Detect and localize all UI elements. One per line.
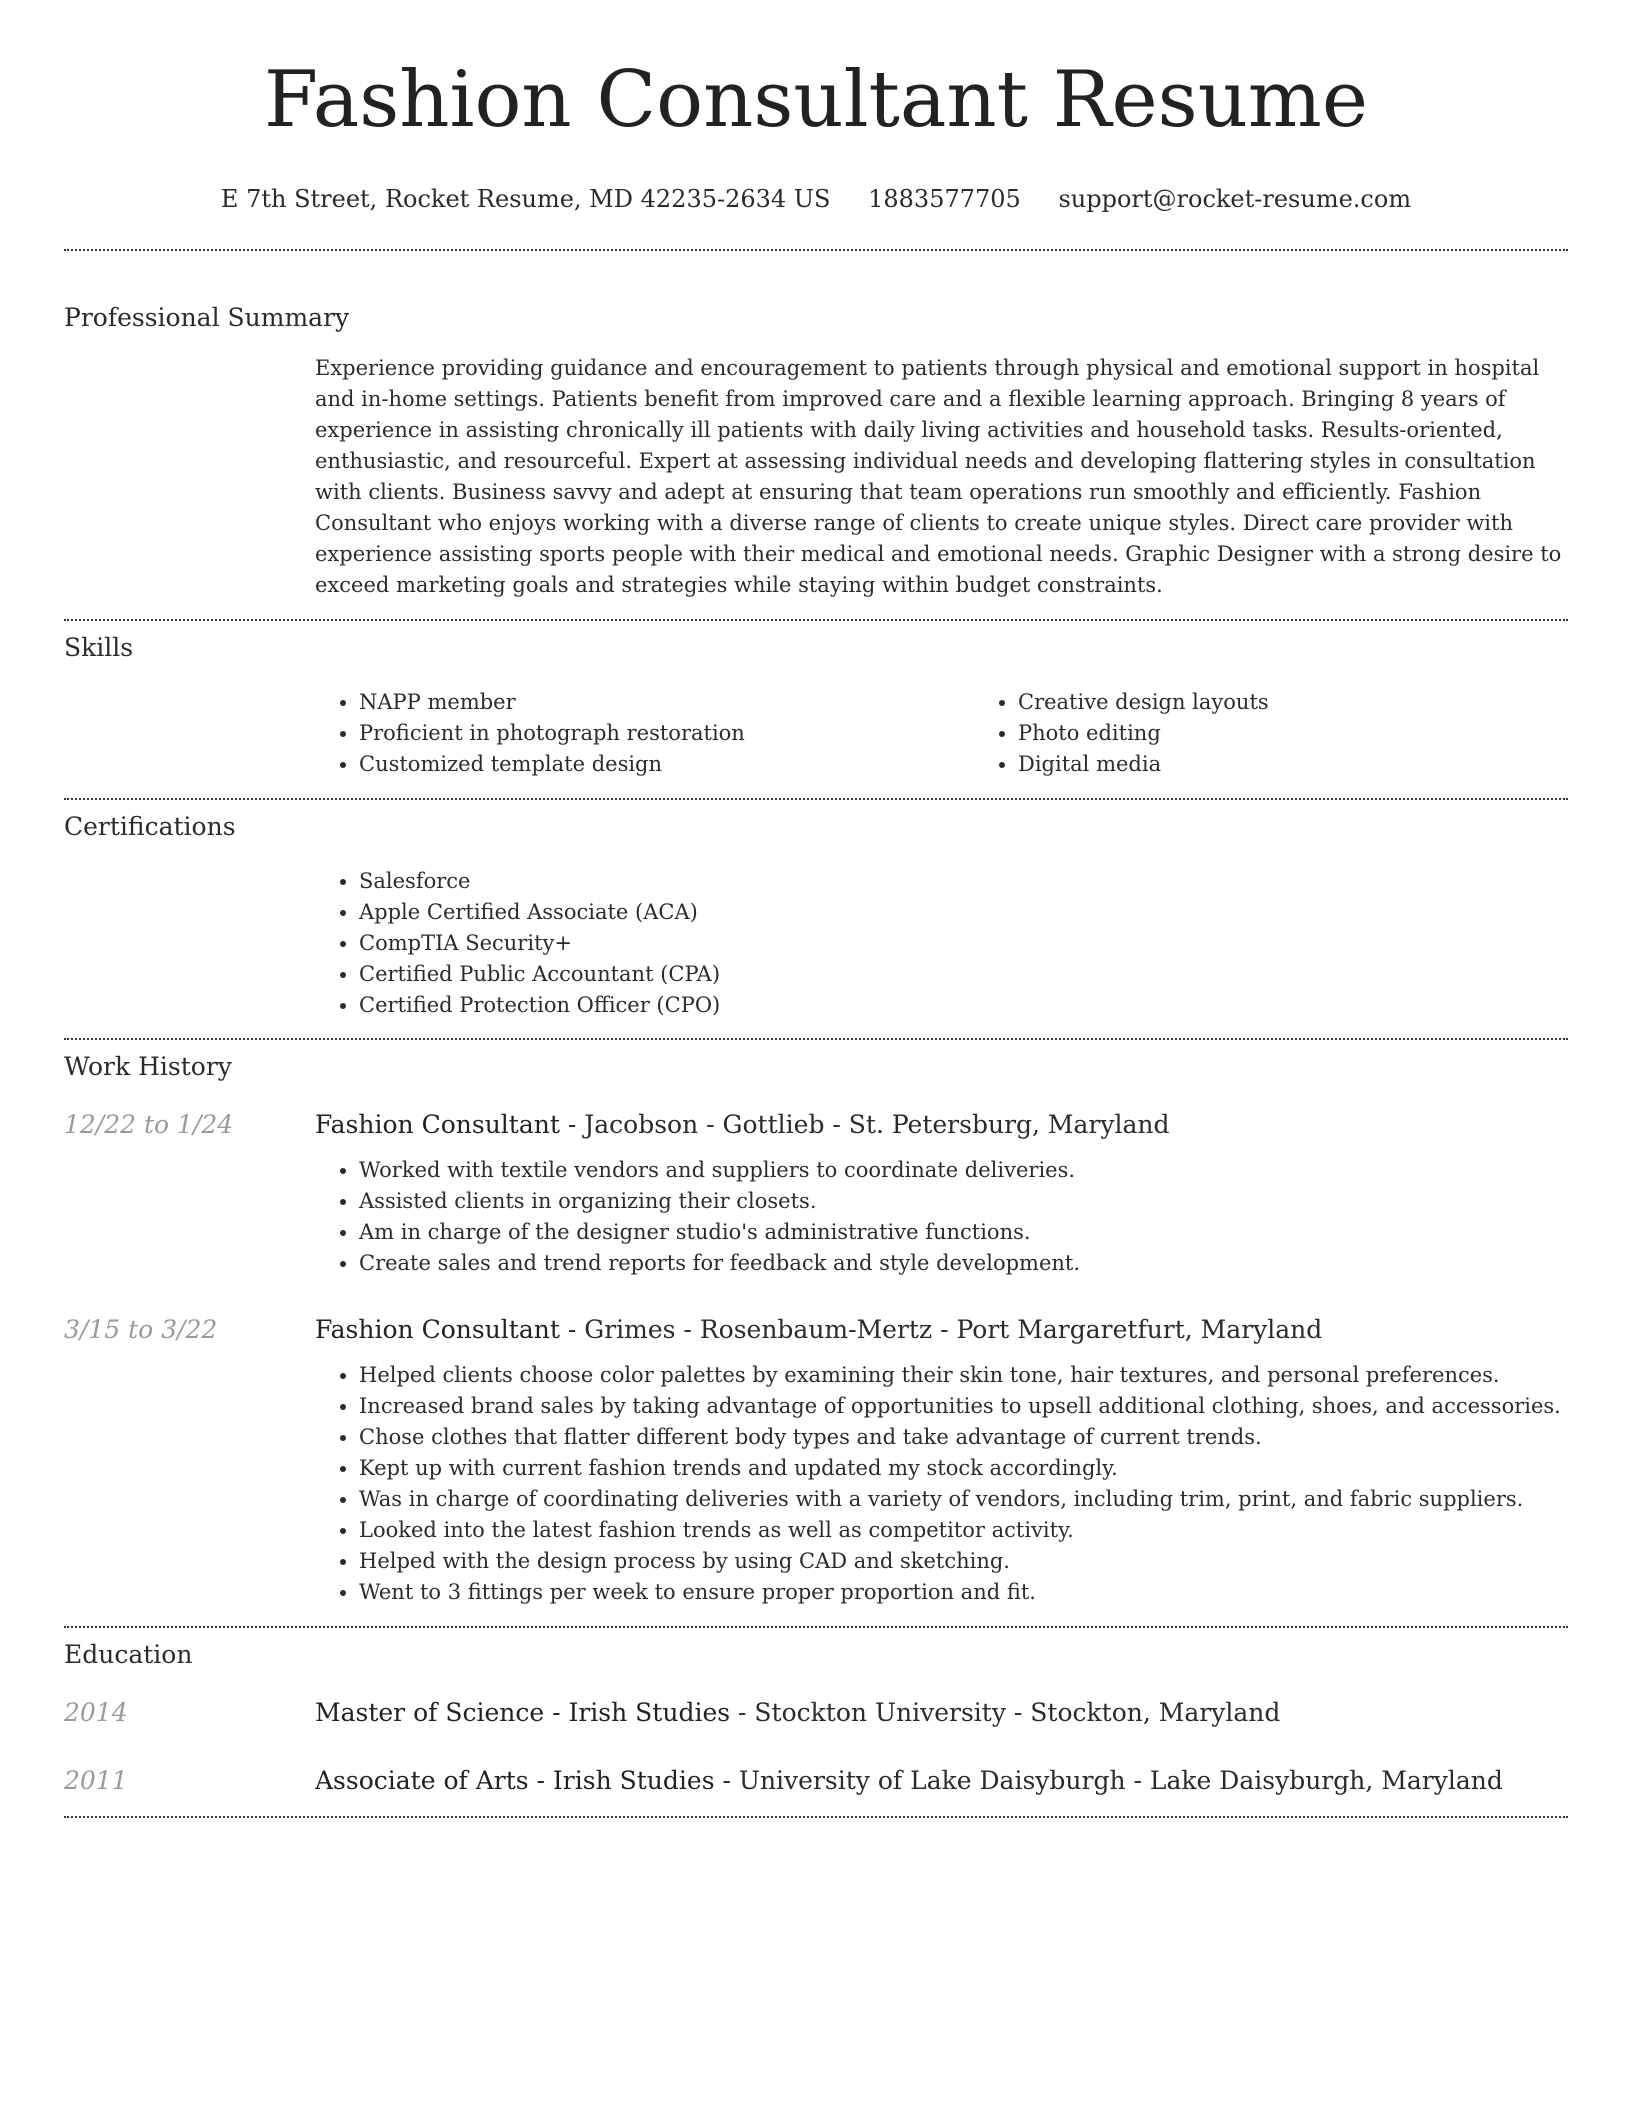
contact-phone: 1883577705 [868, 185, 1021, 213]
education-school: - Stockton University - Stockton, Maryland [730, 1698, 1281, 1727]
job-entry [64, 1314, 1568, 1608]
list-item: • Chose clothes that flatter different body types and take advantage of current trends. [359, 1422, 1568, 1453]
list-item: • Worked with textile vendors and suppliers to coordinate deliveries. [359, 1155, 1568, 1186]
job-body [315, 1109, 1568, 1279]
job-employer: - Jacobson - Gottlieb - St. Petersburg, Maryland [559, 1110, 1170, 1139]
education-line [315, 1697, 1568, 1729]
job-body [315, 1314, 1568, 1608]
education-line [315, 1765, 1568, 1797]
certifications-list [315, 866, 1568, 1021]
certifications-heading: Certifications [64, 812, 236, 841]
divider [64, 798, 1568, 800]
list-item: • Salesforce [359, 866, 1568, 897]
divider [64, 619, 1568, 621]
job-title-line [315, 1109, 1568, 1141]
skills-column-right [974, 687, 1632, 780]
summary-heading: Professional Summary [64, 303, 350, 332]
job-title: Fashion Consultant [315, 1110, 560, 1139]
list-item: • Helped clients choose color palettes by examining their skin tone, hair textures, and personal preferences. [359, 1360, 1568, 1391]
divider [64, 1626, 1568, 1628]
contact-address: E 7th Street, Rocket Resume, MD 42235-2634 US [220, 185, 831, 213]
list-item: • Digital media [1018, 749, 1632, 780]
job-bullets [315, 1360, 1568, 1608]
job-dates: 12/22 to 1/24 [64, 1110, 234, 1139]
skills-column-left [315, 687, 974, 780]
list-item: • Helped with the design process by using CAD and sketching. [359, 1546, 1568, 1577]
list-item: • Proficient in photograph restoration [359, 718, 974, 749]
list-item: • NAPP member [359, 687, 974, 718]
contact-line [64, 184, 1568, 214]
contact-email[interactable]: support@rocket-resume.com [1058, 185, 1412, 213]
job-bullets [315, 1155, 1568, 1279]
education-degree: Associate of Arts - Irish Studies [315, 1766, 715, 1795]
list-item: • Kept up with current fashion trends and updated my stock accordingly. [359, 1453, 1568, 1484]
work-section [64, 1051, 1568, 1608]
education-section [64, 1639, 1568, 1797]
list-item: • CompTIA Security+ [359, 928, 1568, 959]
education-degree: Master of Science - Irish Studies [315, 1698, 731, 1727]
education-entry [64, 1765, 1568, 1797]
list-item: • Am in charge of the designer studio's administrative functions. [359, 1217, 1568, 1248]
job-entry [64, 1109, 1568, 1279]
skills-list [315, 687, 1568, 780]
list-item: • Customized template design [359, 749, 974, 780]
list-item: • Creative design layouts [1018, 687, 1632, 718]
job-title: Fashion Consultant [315, 1315, 560, 1344]
work-heading: Work History [64, 1052, 232, 1081]
list-item: • Apple Certified Associate (ACA) [359, 897, 1568, 928]
job-dates: 3/15 to 3/22 [64, 1315, 218, 1344]
list-item: • Was in charge of coordinating deliveries with a variety of vendors, including trim, print, and fabric suppliers. [359, 1484, 1568, 1515]
list-item: • Increased brand sales by taking advantage of opportunities to upsell additional clothing, shoes, and accessories. [359, 1391, 1568, 1422]
list-item: • Went to 3 fittings per week to ensure proper proportion and fit. [359, 1577, 1568, 1608]
education-year: 2014 [64, 1698, 128, 1727]
certifications-section [64, 811, 1568, 1021]
education-entry [64, 1697, 1568, 1729]
list-item: • Photo editing [1018, 718, 1632, 749]
skills-heading: Skills [64, 633, 134, 662]
divider [64, 1816, 1568, 1818]
list-item: • Assisted clients in organizing their closets. [359, 1186, 1568, 1217]
divider [64, 1038, 1568, 1040]
page-title: Fashion Consultant Resume [263, 55, 1369, 145]
education-heading: Education [64, 1640, 193, 1669]
summary-text: Experience providing guidance and encouragement to patients through physical and emotional support in hospital and in-home settings. Patients benefit from improved care and a flexible learning approach. Bringing 8 years of experience in assisting chronically ill patients with daily living activities and household tasks. Results-oriented, enthusiastic, and resourceful. Expert at assessing individual needs and developing flattering styles in consultation with clients. Business savvy and adept at ensuring that team operations run smoothly and efficiently. Fashion Consultant who enjoys working with a diverse range of clients to create unique styles. Direct care provider with experience assisting sports people with their medical and emotional needs. Graphic Designer with a strong desire to exceed marketing goals and strategies while staying within budget constraints. [315, 356, 1562, 597]
job-employer: - Grimes - Rosenbaum-Mertz - Port Margaretfurt, Maryland [559, 1315, 1323, 1344]
list-item: • Certified Public Accountant (CPA) [359, 959, 1568, 990]
divider [64, 249, 1568, 251]
list-item: • Looked into the latest fashion trends as well as competitor activity. [359, 1515, 1568, 1546]
education-school: - University of Lake Daisyburgh - Lake Daisyburgh, Maryland [714, 1766, 1503, 1795]
job-title-line [315, 1314, 1568, 1346]
list-item: • Certified Protection Officer (CPO) [359, 990, 1568, 1021]
education-year: 2011 [64, 1766, 128, 1795]
skills-section [64, 632, 1568, 780]
list-item: • Create sales and trend reports for feedback and style development. [359, 1248, 1568, 1279]
summary-section [64, 302, 1568, 601]
